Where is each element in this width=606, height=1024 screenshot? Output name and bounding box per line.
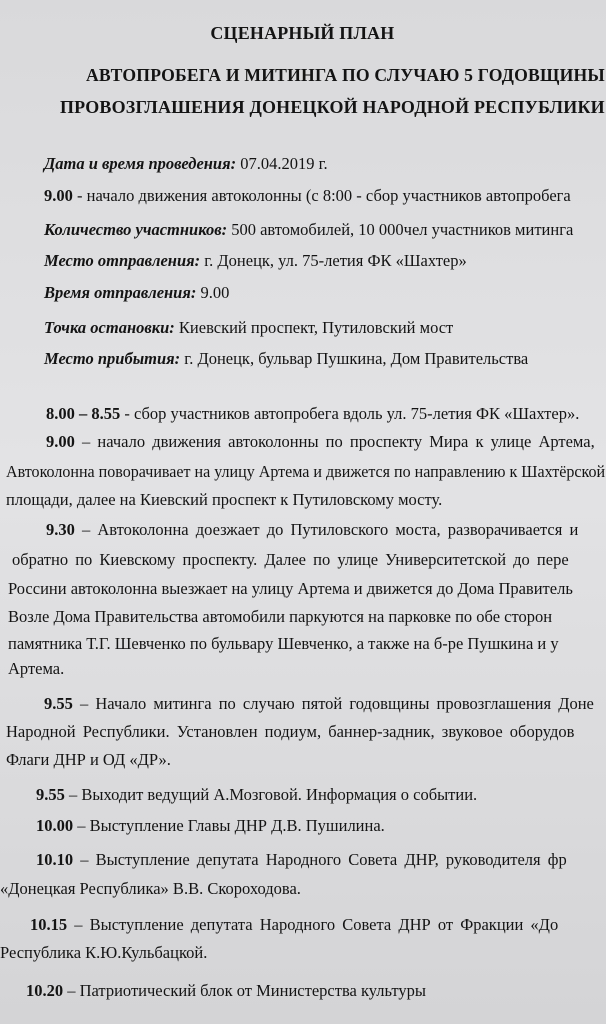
- schedule-text: Флаги ДНР и ОД «ДР».: [6, 750, 171, 769]
- schedule-time: 9.55: [36, 785, 65, 804]
- info-label: Место прибытия:: [44, 349, 181, 368]
- schedule-line: [36, 785, 477, 805]
- schedule-time: 8.00 – 8.55: [46, 404, 121, 423]
- info-line-stop: [44, 318, 453, 338]
- info-label: Количество участников:: [44, 220, 228, 239]
- schedule-text: площади, далее на Киевский проспект к Путиловскому мосту.: [6, 490, 443, 509]
- schedule-line: [46, 520, 578, 540]
- schedule-line: [6, 490, 442, 510]
- schedule-time: 10.10: [36, 850, 74, 869]
- info-line-count: [44, 220, 573, 240]
- schedule-line: [6, 750, 171, 770]
- info-label: Точка остановки:: [44, 318, 175, 337]
- info-value: 9.00: [196, 283, 230, 302]
- schedule-text: Республика К.Ю.Кульбацкой.: [0, 943, 208, 962]
- info-line-departure-time: [44, 283, 229, 303]
- info-value: 500 автомобилей, 10 000чел участников митинга: [227, 220, 574, 239]
- schedule-time: 10.20: [26, 981, 64, 1000]
- schedule-text: Возле Дома Правительства автомобили паркуются на парковке по обе сторон: [8, 607, 553, 626]
- info-value: - начало движения автоколонны (с 8:00 - сбор участников автопробега: [72, 186, 571, 205]
- info-label: Дата и время проведения:: [44, 154, 237, 173]
- schedule-line: [8, 607, 552, 627]
- schedule-text: Артема.: [8, 659, 65, 678]
- schedule-text: обратно по Киевскому проспекту. Далее по улице Университетской до пере: [12, 550, 569, 569]
- schedule-text: Народной Республики. Установлен подиум, баннер-задник, звуковое оборудов: [6, 722, 575, 741]
- info-value: г. Донецк, бульвар Пушкина, Дом Правительства: [180, 349, 529, 368]
- schedule-line: [46, 432, 595, 452]
- schedule-text: памятника Т.Г. Шевченко по бульвару Шевченко, а также на б-ре Пушкина и у: [8, 634, 559, 653]
- info-label: 9.00: [44, 186, 73, 205]
- doc-title-line1: СЦЕНАРНЫЙ ПЛАН: [210, 23, 395, 43]
- schedule-text: – Выступление депутата Народного Совета ДНР, руководителя фр: [73, 850, 567, 869]
- schedule-line: [6, 722, 574, 742]
- schedule-line: [12, 550, 569, 570]
- schedule-text: - сбор участников автопробега вдоль ул. 75-летия ФК «Шахтер».: [120, 404, 580, 423]
- info-label: Место отправления:: [44, 251, 201, 270]
- schedule-text: – Выступление Главы ДНР Д.В. Пушилина.: [73, 816, 385, 835]
- schedule-line: [44, 694, 594, 714]
- schedule-text: Россини автоколонна выезжает на улицу Артема и движется до Дома Правитель: [8, 579, 573, 598]
- info-line-arrival: [44, 349, 528, 369]
- schedule-line: [30, 915, 558, 935]
- doc-title-line3: ПРОВОЗГЛАШЕНИЯ ДОНЕЦКОЙ НАРОДНОЙ РЕСПУБЛИКИ: [60, 97, 605, 117]
- schedule-text: – Выходит ведущий А.Мозговой. Информация о событии.: [64, 785, 478, 804]
- schedule-line: [6, 462, 605, 482]
- schedule-time: 10.15: [30, 915, 68, 934]
- schedule-time: 9.30: [46, 520, 75, 539]
- schedule-line: [8, 634, 559, 654]
- info-value: г. Донецк, ул. 75-летия ФК «Шахтер»: [200, 251, 467, 270]
- schedule-line: [36, 850, 567, 870]
- schedule-line: [8, 659, 64, 679]
- schedule-text: – начало движения автоколонны по проспекту Мира к улице Артема,: [74, 432, 595, 451]
- schedule-time: 10.00: [36, 816, 74, 835]
- schedule-text: – Автоколонна доезжает до Путиловского моста, разворачивается и: [74, 520, 579, 539]
- schedule-text: «Донецкая Республика» В.В. Скороходова.: [0, 879, 301, 898]
- schedule-text: Автоколонна поворачивает на улицу Артема и движется по направлению к Шахтёрской: [6, 462, 606, 481]
- info-line-start: [44, 186, 571, 206]
- info-value: 07.04.2019 г.: [236, 154, 328, 173]
- info-line-date: [44, 154, 328, 174]
- schedule-line: [46, 404, 579, 424]
- schedule-line: [0, 879, 301, 899]
- schedule-time: 9.55: [44, 694, 73, 713]
- schedule-text: – Патриотический блок от Министерства культуры: [63, 981, 426, 1000]
- schedule-line: [0, 943, 207, 963]
- schedule-line: [8, 579, 573, 599]
- schedule-text: – Выступление депутата Народного Совета ДНР от Фракции «До: [67, 915, 559, 934]
- schedule-line: [36, 816, 385, 836]
- doc-title-line2: АВТОПРОБЕГА И МИТИНГА ПО СЛУЧАЮ 5 ГОДОВЩИНЫ: [86, 65, 605, 85]
- info-label: Время отправления:: [44, 283, 197, 302]
- schedule-time: 9.00: [46, 432, 75, 451]
- info-value: Киевский проспект, Путиловский мост: [174, 318, 454, 337]
- schedule-line: [26, 981, 426, 1001]
- info-line-departure-place: [44, 251, 467, 271]
- schedule-text: – Начало митинга по случаю пятой годовщины провозглашения Доне: [72, 694, 594, 713]
